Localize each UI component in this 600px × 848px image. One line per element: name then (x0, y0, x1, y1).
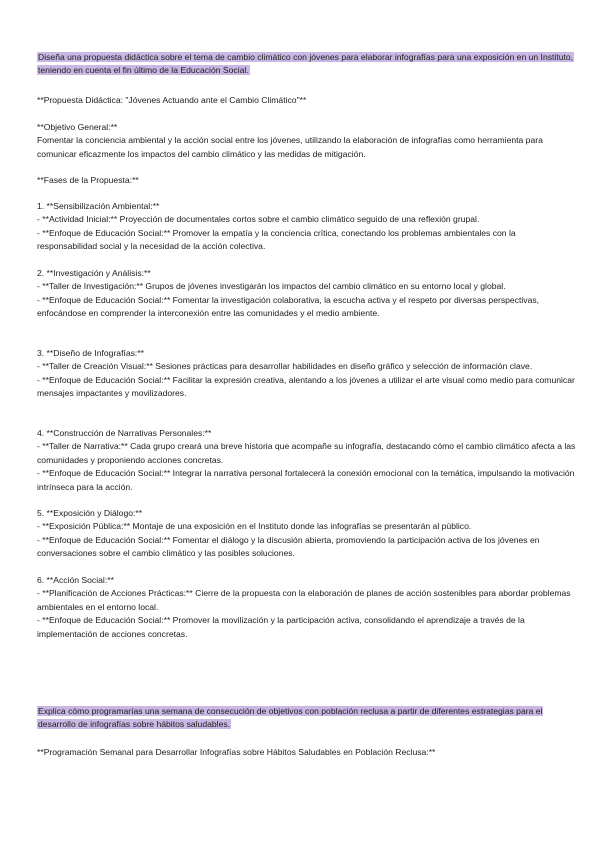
phase-2 (37, 267, 577, 321)
phase-heading: 6. **Acción Social:** (37, 575, 114, 585)
phase-6 (37, 574, 577, 641)
proposal-title: **Propuesta Didáctica: "Jóvenes Actuando ante el Cambio Climático"** (37, 95, 307, 105)
phase-item: - **Enfoque de Educación Social:** Promover la movilización y la participación activa, consolidando el aprendizaje a través de la implementación de acciones concretas. (37, 615, 525, 639)
objective-text: Fomentar la conciencia ambiental y la acción social entre los jóvenes, utilizando la elaboración de infografías como herramienta para comunicar eficazmente los impactos del cambio climático y las medidas de mitigación. (37, 135, 543, 159)
prompt-1 (37, 51, 577, 78)
phase-item: - **Enfoque de Educación Social:** Fomentar la investigación colaborativa, la escucha activa y el respeto por diversas perspectivas, enfocándose en comprender la interconexión entre las comunidades y el medio ambiente. (37, 294, 540, 319)
phase-item: - **Enfoque de Educación Social:** Facilitar la expresión creativa, alentando a los jóvenes a utilizar el arte visual como medio para comunicar mensajes impactantes y movilizadores. (37, 374, 575, 399)
highlighted-prompt-1: Diseña una propuesta didáctica sobre el tema de cambio climático con jóvenes para elaborar infografías para una exposición en un Instituto, teniendo en cuenta el fin último de la Educación Social. (38, 52, 574, 76)
phase-item: - **Actividad Inicial:** Proyección de documentales cortos sobre el cambio climático seguido de una reflexión grupal. (37, 214, 480, 225)
phase-item: - **Enfoque de Educación Social:** Integrar la narrativa personal fortalecerá la conexión emocional con la temática, impulsando la motivación intrínseca para la acción. (37, 468, 575, 492)
phase-item: - **Taller de Narrativa:** Cada grupo creará una breve historia que acompañe su infografía, destacando cómo el cambio climático afecta a las comunidades y proponiendo acciones concretas. (37, 441, 576, 465)
phase-heading: 4. **Construcción de Narrativas Personales:** (37, 428, 212, 438)
objective-section (37, 121, 577, 161)
phase-heading: 3. **Diseño de Infografías:** (37, 348, 145, 358)
phase-3 (37, 347, 577, 401)
phase-item: - **Enfoque de Educación Social:** Promover la empatía y la conciencia crítica, conectando los problemas ambientales con la responsabilidad social y la necesidad de la acción colectiva. (37, 227, 516, 252)
phase-item: - **Taller de Investigación:** Grupos de jóvenes investigarán los impactos del cambio climático en su entorno local y global. (37, 281, 506, 292)
objective-heading: **Objetivo General:** (37, 122, 118, 132)
phases-heading: **Fases de la Propuesta:** (37, 175, 139, 185)
phase-item: - **Planificación de Acciones Prácticas:** Cierre de la propuesta con la elaboración de planes de acción sostenibles para abordar problemas ambientales en el entorno local. (37, 588, 571, 612)
phase-heading: 1. **Sensibilización Ambiental:** (37, 201, 160, 211)
phase-5 (37, 507, 577, 561)
prompt-2 (37, 705, 577, 732)
phase-1 (37, 200, 577, 254)
phase-item: - **Exposición Pública:** Montaje de una exposición en el Instituto donde las infografías se presentarán al público. (37, 521, 472, 532)
phase-4 (37, 427, 577, 494)
phase-item: - **Taller de Creación Visual:** Sesiones prácticas para desarrollar habilidades en diseño gráfico y selección de información clave. (37, 361, 533, 372)
weekly-program-title: **Programación Semanal para Desarrollar Infografías sobre Hábitos Saludables en Población Reclusa:** (37, 747, 436, 757)
highlighted-prompt-2: Explica cómo programarías una semana de consecución de objetivos con población reclusa a partir de diferentes estrategias para el desarrollo de infografías sobre hábitos saludables. (38, 706, 543, 730)
phase-item: - **Enfoque de Educación Social:** Fomentar el diálogo y la discusión abierta, promoviendo la participación activa de los jóvenes en conversaciones sobre el cambio climático y las posibles soluciones. (37, 534, 540, 559)
phase-heading: 2. **Investigación y Análisis:** (37, 268, 151, 278)
phase-heading: 5. **Exposición y Diálogo:** (37, 508, 143, 518)
